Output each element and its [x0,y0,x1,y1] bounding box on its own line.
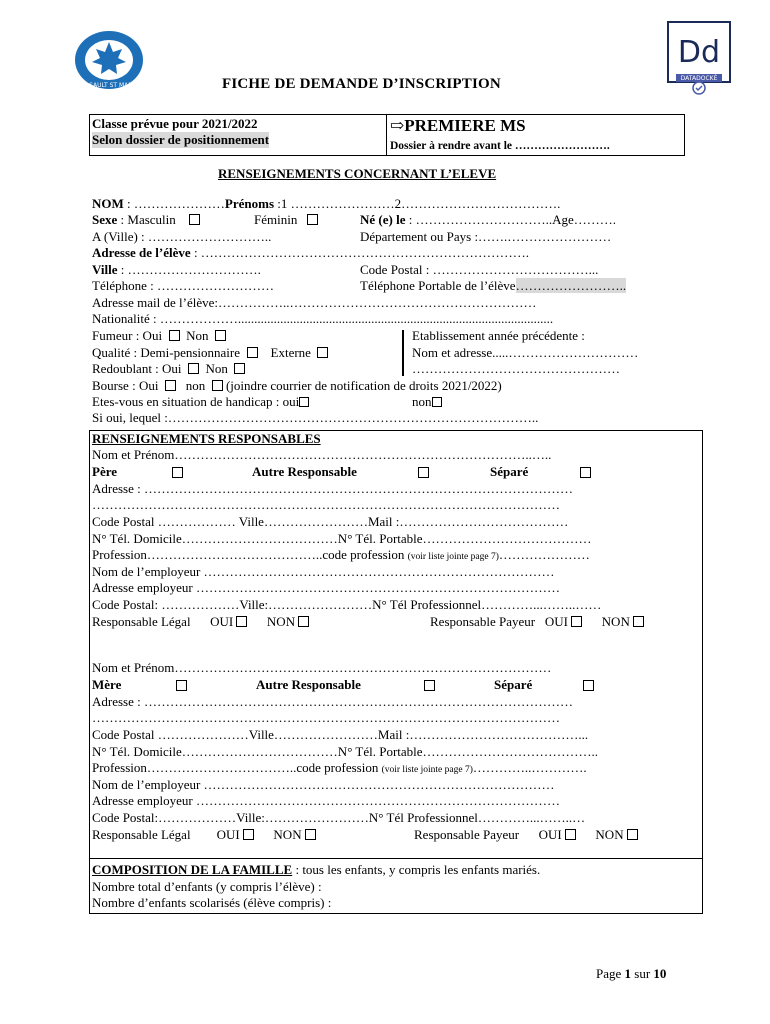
pere-payeur: Responsable Payeur OUI NON [430,614,644,630]
class-year-label: Classe prévue pour 2021/2022 [92,116,258,131]
mere-nom: Nom et Prénom…………………………………………………………………………… [92,660,552,675]
mere-autre-checkbox[interactable] [424,680,435,691]
svg-text:Dd: Dd [677,35,721,70]
redoublant-non-checkbox[interactable] [234,363,245,374]
datadock-logo [666,20,732,96]
pere-cp-pro: Code Postal: ………………Ville:……………………N° Tél Professionnel…………...……..…… [92,597,602,612]
masculin-checkbox[interactable] [189,214,200,225]
mere-legal-non-checkbox[interactable] [305,829,316,840]
pere-row: Père [92,464,118,479]
handicap-row: Etes-vous en situation de handicap : oui [92,394,309,410]
feminin-checkbox[interactable] [307,214,318,225]
mere-tel: N° Tél. Domicile………………………………N° Tél. Portable………………………………….. [92,744,599,759]
fumeur-row: Fumeur : Oui Non [92,328,226,344]
divider [402,330,404,376]
tel-portable-row: Téléphone Portable de l’élève…………………….. [360,278,627,293]
nationalite-row: Nationalité : ………………................................................................................................. [92,311,554,326]
demi-pensionnaire-checkbox[interactable] [247,347,258,358]
etab-line: ………………………………………… [412,361,620,376]
pere-adresse-2: ……………………………………………………………………………………………… [92,497,560,512]
bourse-row: Bourse : Oui non (joindre courrier de notification de droits 2021/2022) [92,378,502,393]
svg-text:DATADOCKÉ: DATADOCKÉ [680,75,718,82]
pere-nom: Nom et Prénom………………………………………………………………………..….. [92,447,552,462]
ville-row: Ville : …………………………. [92,262,261,277]
pere-autre: Autre Responsable [252,464,357,479]
sexe-row: Sexe : Masculin [92,212,200,228]
pere-separe: Séparé [490,464,529,479]
famille-heading-row: COMPOSITION DE LA FAMILLE : tous les enfants, y compris les enfants mariés. [92,862,541,877]
mere-row: Mère [92,677,122,692]
mere-legal-oui-checkbox[interactable] [243,829,254,840]
feminin-row: Féminin [254,212,318,228]
class-name: ⇨PREMIERE MS [390,116,526,135]
bourse-oui-checkbox[interactable] [165,380,176,391]
redoublant-oui-checkbox[interactable] [188,363,199,374]
mere-adresse: Adresse : ……………………………………………………………………………………… [92,694,573,709]
pere-employeur: Nom de l’employeur ……………………………………………………………………… [92,564,555,579]
mail-row: Adresse mail de l’élève:……………..………………………………………………… [92,295,537,310]
pere-tel: N° Tél. Domicile………………………………N° Tél. Portable………………………………… [92,531,592,546]
etab-label: Etablissement année précédente : [412,328,585,343]
mere-cp-ville-mail: Code Postal …………………Ville……………………Mail :…………………………………... [92,727,589,742]
page-title: FICHE DE DEMANDE D’INSCRIPTION [222,76,501,92]
pere-adr-employeur: Adresse employeur ………………………………………………………………………… [92,580,560,595]
telephone: Téléphone : ……………………… [92,278,274,293]
svg-text:LE SAULT ST MARIE: LE SAULT ST MARIE [80,82,138,89]
departement: Département ou Pays :…….…………………… [360,229,612,244]
adresse-row: Adresse de l’élève : …………………………………………………………………. [92,245,530,260]
mere-payeur: Responsable Payeur OUI NON [414,827,638,843]
pere-checkbox[interactable] [172,467,183,478]
page-number: Page 1 sur 10 [596,966,667,981]
nom-row: NOM : …………………Prénoms :1 ……………………2………………………………. [92,196,561,211]
code-postal: Code Postal : ………………………………... [360,262,599,277]
mere-profession: Profession……………………………..code profession (voir liste jointe page 7)…………..…………. [92,760,587,775]
school-logo [72,26,146,92]
ville-naissance: A (Ville) : ……………………….. [92,229,272,244]
mere-legal: Responsable Légal OUI NON [92,827,316,843]
mere-checkbox[interactable] [176,680,187,691]
deadline-text: Dossier à rendre avant le ……………………. [390,140,610,152]
responsables-heading: RENSEIGNEMENTS RESPONSABLES [92,431,321,446]
fumeur-oui-checkbox[interactable] [169,330,180,341]
pere-payeur-non-checkbox[interactable] [633,616,644,627]
pere-legal: Responsable Légal OUI NON [92,614,309,630]
mere-separe: Séparé [494,677,533,692]
mere-adresse-2: ……………………………………………………………………………………………… [92,710,560,725]
naissance-row: Né (e) le : …………………………..Age………. [360,212,616,227]
mere-cp-pro: Code Postal:………………Ville:……………………N° Tél Professionnel…………...……..… [92,810,586,825]
bourse-non-checkbox[interactable] [212,380,223,391]
pere-payeur-oui-checkbox[interactable] [571,616,582,627]
mere-separe-checkbox[interactable] [583,680,594,691]
eleve-heading: RENSEIGNEMENTS CONCERNANT L’ELEVE [218,166,497,181]
mere-employeur: Nom de l’employeur ……………………………………………………………………… [92,777,555,792]
pere-legal-non-checkbox[interactable] [298,616,309,627]
fumeur-non-checkbox[interactable] [215,330,226,341]
positioning-label: Selon dossier de positionnement [92,132,270,147]
nb-scolarises: Nombre d’enfants scolarisés (élève compris) : [92,895,332,910]
arrow-icon: ⇨ [390,116,405,135]
externe-checkbox[interactable] [317,347,328,358]
redoublant-row: Redoublant : Oui Non [92,361,245,377]
nom-adresse-etab: Nom et adresse.....………………………… [412,345,639,360]
qualite-row: Qualité : Demi-pensionnaire Externe [92,345,328,361]
pere-autre-checkbox[interactable] [418,467,429,478]
lequel-row: Si oui, lequel :………………………………………………………………………….. [92,410,539,425]
handicap-non: non [412,394,442,410]
mere-autre: Autre Responsable [256,677,361,692]
pere-legal-oui-checkbox[interactable] [236,616,247,627]
nb-enfants: Nombre total d’enfants (y compris l’élève) : [92,879,322,894]
handicap-non-checkbox[interactable] [432,397,442,407]
famille-divider [89,858,703,859]
mere-adr-employeur: Adresse employeur ………………………………………………………………………… [92,793,560,808]
mere-payeur-non-checkbox[interactable] [627,829,638,840]
pere-adresse: Adresse : ……………………………………………………………………………………… [92,481,573,496]
mere-payeur-oui-checkbox[interactable] [565,829,576,840]
pere-cp-ville-mail: Code Postal ……………… Ville……………………Mail :………………………………… [92,514,569,529]
pere-profession: Profession…………………………………..code profession (voir liste jointe page 7)………………… [92,547,590,562]
pere-separe-checkbox[interactable] [580,467,591,478]
handicap-oui-checkbox[interactable] [299,397,309,407]
